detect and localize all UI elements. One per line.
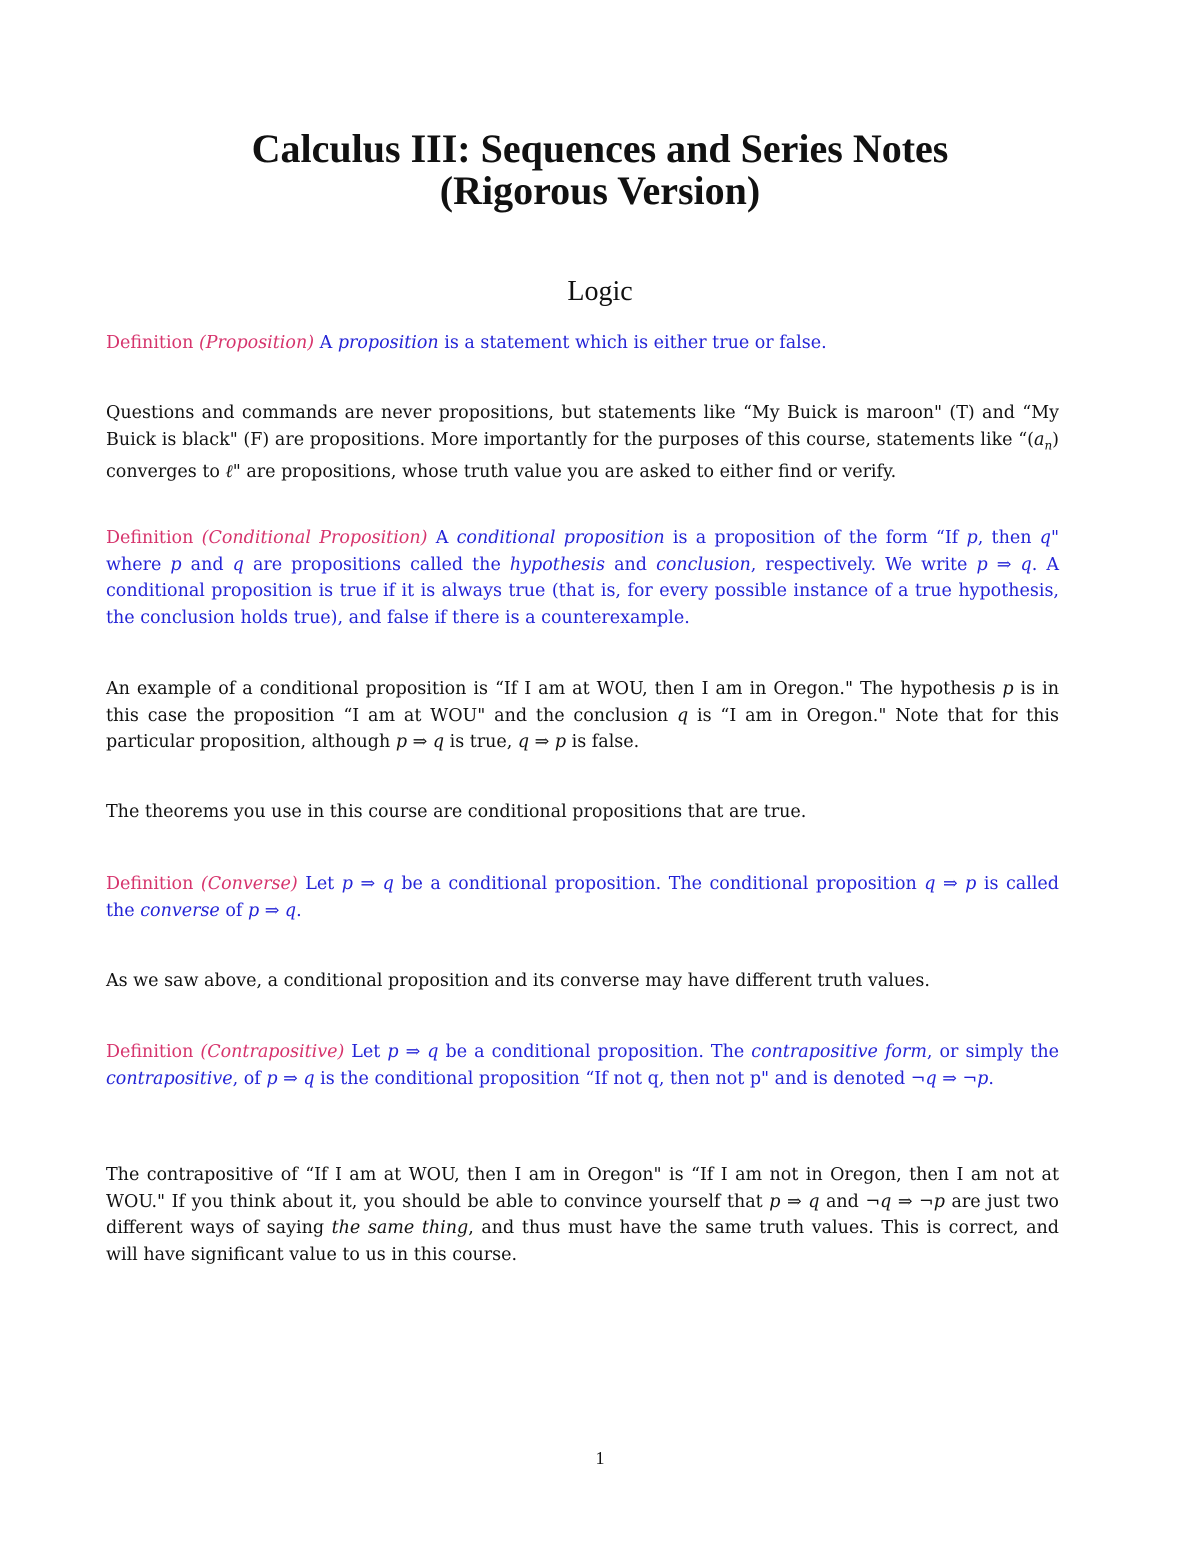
- math-symbol: a: [1034, 429, 1045, 450]
- paragraph-example: [106, 676, 1059, 756]
- definition-label: Definition: [106, 874, 194, 894]
- text-run: and: [819, 1191, 866, 1212]
- definition-label: Definition: [106, 333, 194, 353]
- math-expression: ¬q ⇒ ¬p: [865, 1191, 945, 1212]
- text-run: , of: [232, 1068, 267, 1089]
- defined-term: hypothesis: [509, 554, 605, 575]
- defined-term: conclusion: [656, 554, 751, 575]
- math-symbol: q: [676, 705, 689, 726]
- math-symbol: ℓ: [225, 461, 233, 482]
- text-run: A: [427, 528, 457, 548]
- defined-term: contrapositive form: [751, 1042, 927, 1062]
- text-run: is a proposition of the form “If: [664, 528, 967, 548]
- text-run: .: [988, 1068, 994, 1089]
- definition-label: Definition: [106, 528, 194, 548]
- text-run: .: [296, 900, 302, 921]
- math-symbol: p: [966, 528, 978, 548]
- math-expression: q ⇒ p: [924, 874, 977, 894]
- text-run: are just two different ways of saying: [106, 1191, 1059, 1238]
- text-run: is the conditional proposition “If not q, then not p" and is denoted: [314, 1068, 911, 1089]
- paragraph-converse: As we saw above, a conditional proposition and its converse may have different truth values.: [106, 971, 930, 991]
- text-run: is a statement which is either true or false.: [438, 333, 827, 353]
- text-run: An example of a conditional proposition is “If I am at WOU, then I am in Oregon." The hypothesis: [106, 679, 1003, 699]
- definition-name: (Converse): [200, 874, 298, 894]
- definition-label: Definition: [106, 1042, 194, 1062]
- text-run: , then: [977, 528, 1040, 548]
- text-run: and: [181, 554, 233, 575]
- text-run: ) converges to: [106, 429, 1059, 482]
- math-expression: p ⇒ q: [341, 874, 394, 894]
- math-expression: p ⇒ q: [247, 900, 297, 921]
- definition-name: (Conditional Proposition): [201, 528, 428, 548]
- math-symbol: p: [170, 554, 182, 575]
- math-expression: p ⇒ q: [976, 554, 1032, 575]
- text-run: is false.: [566, 732, 640, 752]
- text-run: is in this case the proposition “I am at WOU" and the conclusion: [106, 679, 1059, 726]
- defined-term: contrapositive: [106, 1068, 233, 1089]
- text-run: of: [219, 900, 248, 921]
- defined-term: converse: [140, 900, 220, 921]
- definition-name: (Proposition): [198, 333, 315, 353]
- math-symbol: q: [1039, 528, 1051, 548]
- text-run: , respectively. We write: [750, 554, 977, 575]
- math-symbol: q: [232, 554, 244, 575]
- text-run: , and thus must have the same truth values. This is correct, and will have significant value to us in this course.: [106, 1218, 1059, 1265]
- definition-proposition: [106, 330, 1059, 357]
- definition-converse: [106, 871, 1059, 924]
- math-expression: p ⇒ q: [266, 1068, 315, 1089]
- text-run: is true,: [444, 732, 518, 752]
- text-run: Let: [344, 1042, 388, 1062]
- text-run: is called the: [106, 874, 1059, 921]
- text-run: A: [314, 333, 338, 353]
- math-subscript: n: [1044, 438, 1053, 452]
- emphasis-text: the same thing: [331, 1218, 469, 1238]
- text-run: be a conditional proposition. The conditional proposition: [393, 874, 925, 894]
- text-run: " where: [106, 528, 1060, 575]
- text-run: Let: [297, 874, 342, 894]
- text-run: , or simply the: [926, 1042, 1059, 1062]
- document-title: [0, 128, 1200, 212]
- paragraph-contrapositive: [106, 1162, 1059, 1268]
- paragraph-theorems: The theorems you use in this course are conditional propositions that are true.: [106, 802, 807, 822]
- math-symbol: p: [1002, 679, 1014, 699]
- page-number: 1: [595, 1448, 605, 1468]
- definition-contrapositive: [106, 1039, 1059, 1092]
- section-heading: Logic: [567, 276, 633, 307]
- text-run: . A conditional proposition is true if it is always true (that is, for every possible instance of a true hypothesis, the conclusion holds true), and false if there is a counterexample.: [106, 554, 1059, 628]
- math-expression: p ⇒ q: [395, 732, 445, 752]
- defined-term: proposition: [337, 333, 439, 353]
- text-run: is “I am in Oregon." Note that for this particular proposition, although: [106, 705, 1059, 752]
- definition-name: (Contrapositive): [200, 1042, 345, 1062]
- paragraph-questions: [106, 400, 1059, 485]
- text-run: Questions and commands are never propositions, but statements like “My Buick is maroon" (T) and “My Buick is black" (F) are propositions. More importantly for the purposes of this course, statements like “(: [106, 403, 1059, 450]
- math-expression: p ⇒ q: [387, 1042, 439, 1062]
- text-run: " are propositions, whose truth value you are asked to either find or verify.: [232, 461, 897, 482]
- text-run: and: [605, 554, 657, 575]
- math-expression: q ⇒ p: [517, 732, 567, 752]
- text-run: are propositions called the: [243, 554, 510, 575]
- definition-conditional-proposition: [106, 525, 1059, 631]
- title-line-1: Calculus III: Sequences and Series Notes: [251, 126, 949, 171]
- title-line-2: (Rigorous Version): [439, 168, 761, 213]
- math-expression: p ⇒ q: [769, 1191, 820, 1212]
- defined-term: conditional proposition: [456, 528, 665, 548]
- text-run: The contrapositive of “If I am at WOU, then I am in Oregon" is “If I am not in Oregon, then I am not at WOU." If you think about it, you should be able to convince yourself that: [106, 1165, 1059, 1212]
- text-run: be a conditional proposition. The: [438, 1042, 752, 1062]
- math-expression: ¬q ⇒ ¬p: [910, 1068, 989, 1089]
